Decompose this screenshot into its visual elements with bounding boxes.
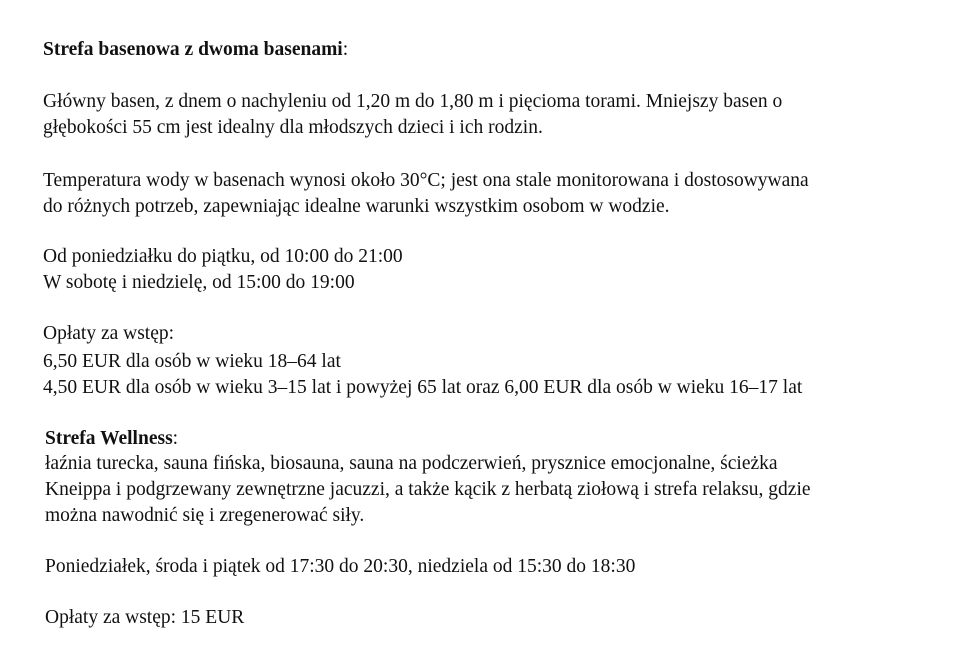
pool-zone-heading-text: Strefa basenowa z dwoma basenami — [43, 39, 343, 60]
pool-temperature-line-2: do różnych potrzeb, zapewniając idealne warunki wszystkim osobom w wodzie. — [43, 196, 670, 217]
wellness-zone-heading-text: Strefa Wellness — [45, 428, 173, 449]
pool-fees-label: Opłaty za wstęp: — [43, 323, 175, 344]
wellness-fees: Opłaty za wstęp: 15 EUR — [45, 607, 245, 628]
pool-fee-adult: 6,50 EUR dla osób w wieku 18–64 lat — [43, 351, 341, 372]
pool-fee-reduced: 4,50 EUR dla osób w wieku 3–15 lat i powyżej 65 lat oraz 6,00 EUR dla osób w wieku 16–17 lat — [43, 377, 803, 398]
wellness-description-line-2: Kneippa i podgrzewany zewnętrzne jacuzzi, a także kącik z herbatą ziołową i strefa relaksu, gdzie — [45, 479, 811, 500]
pool-zone-heading — [43, 37, 348, 63]
pool-hours-weekend: W sobotę i niedzielę, od 15:00 do 19:00 — [43, 272, 355, 293]
wellness-description-line-3: można nawodnić się i zregenerować siły. — [45, 505, 365, 526]
pool-temperature-line-1: Temperatura wody w basenach wynosi około 30°C; jest ona stale monitorowana i dostosowywana — [43, 170, 809, 191]
wellness-description-line-1: łaźnia turecka, sauna fińska, biosauna, sauna na podczerwień, prysznice emocjonalne, ścieżka — [45, 453, 778, 474]
pool-hours-weekdays: Od poniedziałku do piątku, od 10:00 do 21:00 — [43, 246, 403, 267]
wellness-hours: Poniedziałek, środa i piątek od 17:30 do 20:30, niedziela od 15:30 do 18:30 — [45, 556, 636, 577]
pool-description-line-2: głębokości 55 cm jest idealny dla młodszych dzieci i ich rodzin. — [43, 117, 543, 138]
wellness-zone-heading-colon: : — [172, 428, 179, 449]
wellness-zone-heading — [45, 426, 178, 452]
pool-zone-heading-colon: : — [342, 39, 349, 60]
pool-description-line-1: Główny basen, z dnem o nachyleniu od 1,20 m do 1,80 m i pięcioma torami. Mniejszy basen o — [43, 91, 783, 112]
